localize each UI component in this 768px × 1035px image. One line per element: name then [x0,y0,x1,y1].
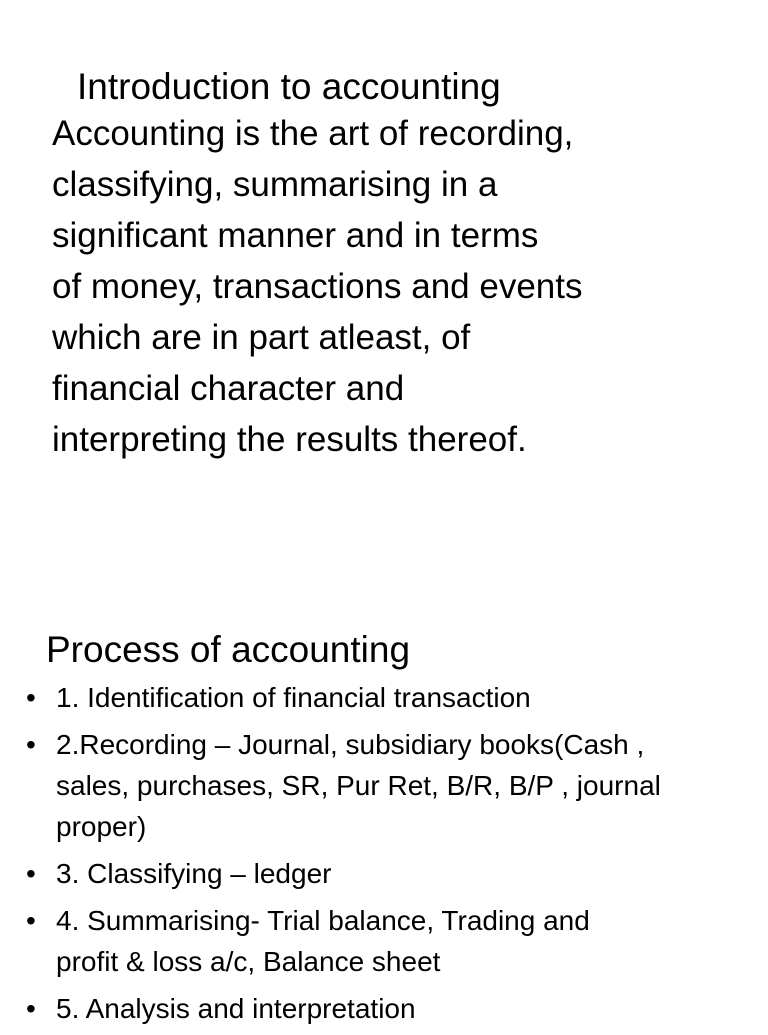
bullet-icon: • [26,905,36,936]
definition-line: financial character and [52,369,405,408]
list-item [0,988,768,1029]
list-item [0,724,768,847]
list-item [0,900,768,982]
process-list [0,677,768,1035]
definition-line: significant manner and in terms [52,216,539,255]
definition-line: Accounting is the art of recording, [52,114,574,153]
list-item-line: 5. Analysis and interpretation [56,993,416,1024]
list-item-line: 4. Summarising- Trial balance, Trading and [56,905,590,936]
list-item-line: proper) [56,811,147,842]
list-item-line: profit & loss a/c, Balance sheet [56,946,441,977]
intro-title: Introduction to accounting [77,66,501,107]
bullet-icon: • [26,993,36,1024]
list-item-line: 2.Recording – Journal, subsidiary books(Cash , [56,729,645,760]
accounting-definition [52,108,692,465]
list-item-line: 3. Classifying – ledger [56,858,332,889]
definition-line: classifying, summarising in a [52,165,498,204]
definition-line: of money, transactions and events [52,267,583,306]
list-item [0,853,768,894]
bullet-icon: • [26,729,36,760]
bullet-icon: • [26,682,36,713]
list-item-line: sales, purchases, SR, Pur Ret, B/R, B/P , journal [56,770,661,801]
definition-line: which are in part atleast, of [52,318,471,357]
bullet-icon: • [26,858,36,889]
process-title: Process of accounting [46,629,411,670]
list-item [0,677,768,718]
definition-line: interpreting the results thereof. [52,420,527,459]
list-item-line: 1. Identification of financial transaction [56,682,531,713]
